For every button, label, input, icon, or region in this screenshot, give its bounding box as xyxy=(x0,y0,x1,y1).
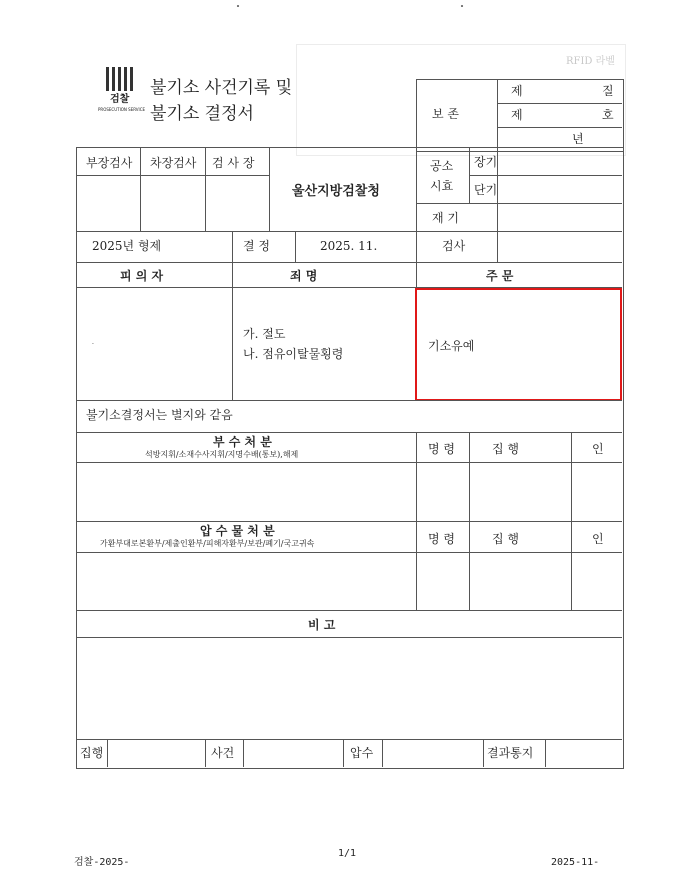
preservation-label: 보 존 xyxy=(432,107,459,121)
approver-chief-prosecutor: 검 사 장 xyxy=(212,156,255,170)
preservation-row3-right: 년 xyxy=(572,132,584,146)
disposition-value: 기소유예 xyxy=(428,339,475,353)
approver-department-head: 부장검사 xyxy=(86,156,133,170)
statute-long-label: 장기 xyxy=(474,155,498,169)
bottom-result-notice-label: 결과통지 xyxy=(487,746,534,760)
remarks-header: 비 고 xyxy=(308,618,336,632)
charge-column-header: 죄 명 xyxy=(290,269,318,283)
logo-pillars-icon xyxy=(106,67,136,91)
decision-note: 불기소결정서는 별지와 같음 xyxy=(86,408,233,422)
decision-label: 결 정 xyxy=(243,239,270,253)
statute-short-label: 단기 xyxy=(474,183,498,197)
approver-deputy-chief: 차장검사 xyxy=(150,156,197,170)
charge-line-1: 가. 절도 xyxy=(243,327,286,341)
decision-date: 2025. 11. xyxy=(320,239,378,253)
secondary-disposition-title: 부 수 처 분 xyxy=(213,435,272,449)
preservation-row1-left: 제 xyxy=(511,84,523,98)
bottom-seizure-label: 압수 xyxy=(350,746,374,760)
prosecution-logo xyxy=(98,67,146,115)
prosecutor-label: 검사 xyxy=(442,239,466,253)
logo-sub: PROSECUTION SERVICE xyxy=(98,107,146,112)
statute-label-line1: 공소 xyxy=(430,159,454,173)
bottom-execution-label: 집행 xyxy=(80,746,104,760)
seizure-order-header: 명 령 xyxy=(428,532,455,546)
top-mark-right: ˚ xyxy=(460,5,464,14)
suspect-dot: . xyxy=(92,339,94,346)
statute-label-line2: 시효 xyxy=(430,179,454,193)
document-title-line1: 불기소 사건기록 및 xyxy=(150,78,293,98)
footer-page-number: 1/1 xyxy=(338,848,357,859)
rfid-label-text: RFID 라벨 xyxy=(566,56,615,67)
secondary-seal-header: 인 xyxy=(592,442,604,456)
bottom-case-label: 사건 xyxy=(211,746,235,760)
charge-line-2: 나. 점유이탈물횡령 xyxy=(243,347,344,361)
preservation-row1-right: 질 xyxy=(602,84,614,98)
top-mark-left: ˚ xyxy=(236,5,240,14)
reprieve-label: 재 기 xyxy=(432,211,459,225)
footer-right: 2025-11- xyxy=(551,857,600,868)
suspect-column-header: 피 의 자 xyxy=(120,269,164,283)
preservation-row2-left: 제 xyxy=(511,108,523,122)
secondary-disposition-sub: 석방지휘/소재수사지휘/지명수배(통보),해제 xyxy=(145,450,299,459)
footer-left: 검찰-2025- xyxy=(74,857,130,868)
seizure-seal-header: 인 xyxy=(592,532,604,546)
case-number: 2025년 형제 xyxy=(92,239,162,253)
logo-brand: 검찰 xyxy=(110,94,130,105)
seizure-disposition-title: 압 수 물 처 분 xyxy=(200,524,275,538)
office-name: 울산지방검찰청 xyxy=(292,184,380,199)
secondary-order-header: 명 령 xyxy=(428,442,455,456)
seizure-disposition-sub: 가환부대로본환부/제출인환부/피해자환부/보관/폐기/국고귀속 xyxy=(100,539,315,548)
secondary-execution-header: 집 행 xyxy=(492,442,519,456)
document-title-line2: 불기소 결정서 xyxy=(150,104,254,124)
preservation-row2-right: 호 xyxy=(602,108,614,122)
disposition-column-header: 주 문 xyxy=(486,269,514,283)
seizure-execution-header: 집 행 xyxy=(492,532,519,546)
